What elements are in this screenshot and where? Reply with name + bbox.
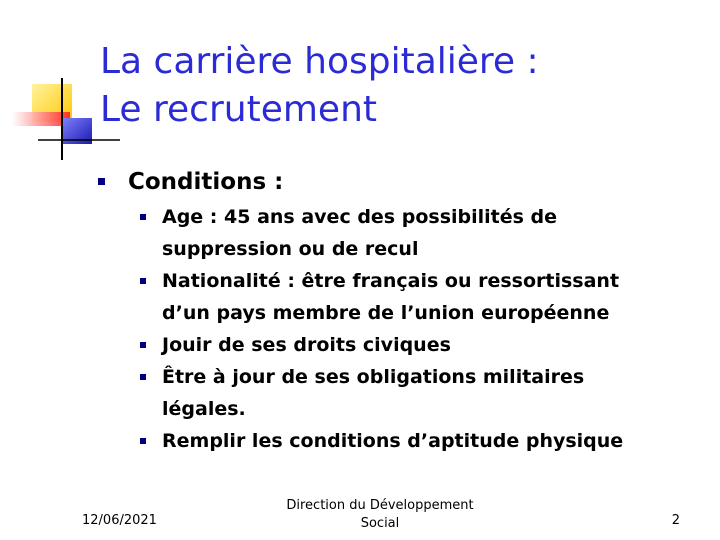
- condition-item-nationality: [162, 265, 682, 329]
- bullet-square-icon: [98, 178, 105, 185]
- condition-line: Être à jour de ses obligations militaires: [162, 366, 585, 388]
- footer-date: 12/06/2021: [82, 513, 157, 528]
- condition-item-aptitude: [162, 425, 682, 457]
- footer-org-line: Direction du Développement: [286, 498, 474, 513]
- bullet-square-icon: [140, 342, 146, 348]
- bullet-square-icon: [140, 438, 146, 444]
- footer-org-line: Social: [360, 516, 400, 531]
- condition-line: Jouir de ses droits civiques: [162, 334, 451, 356]
- page-number: 2: [671, 513, 680, 528]
- condition-line: Remplir les conditions d’aptitude physique: [162, 430, 624, 452]
- condition-line: Age : 45 ans avec des possibilités de: [162, 206, 558, 228]
- title-line-2: Le recrutement: [100, 89, 377, 130]
- condition-item-age: [162, 201, 682, 265]
- conditions-heading: Conditions :: [128, 169, 284, 195]
- condition-line: suppression ou de recul: [162, 238, 419, 260]
- condition-line: d’un pays membre de l’union européenne: [162, 302, 610, 324]
- bullet-square-icon: [140, 374, 146, 380]
- bullet-square-icon: [140, 214, 146, 220]
- condition-line: légales.: [162, 398, 246, 420]
- condition-item-military: [162, 361, 682, 425]
- footer-organization: [270, 497, 490, 533]
- title-line-1: La carrière hospitalière :: [100, 41, 539, 82]
- condition-item-civic-rights: [162, 329, 682, 361]
- slide-title: [100, 38, 700, 134]
- bullet-square-icon: [140, 278, 146, 284]
- condition-line: Nationalité : être français ou ressortissant: [162, 270, 620, 292]
